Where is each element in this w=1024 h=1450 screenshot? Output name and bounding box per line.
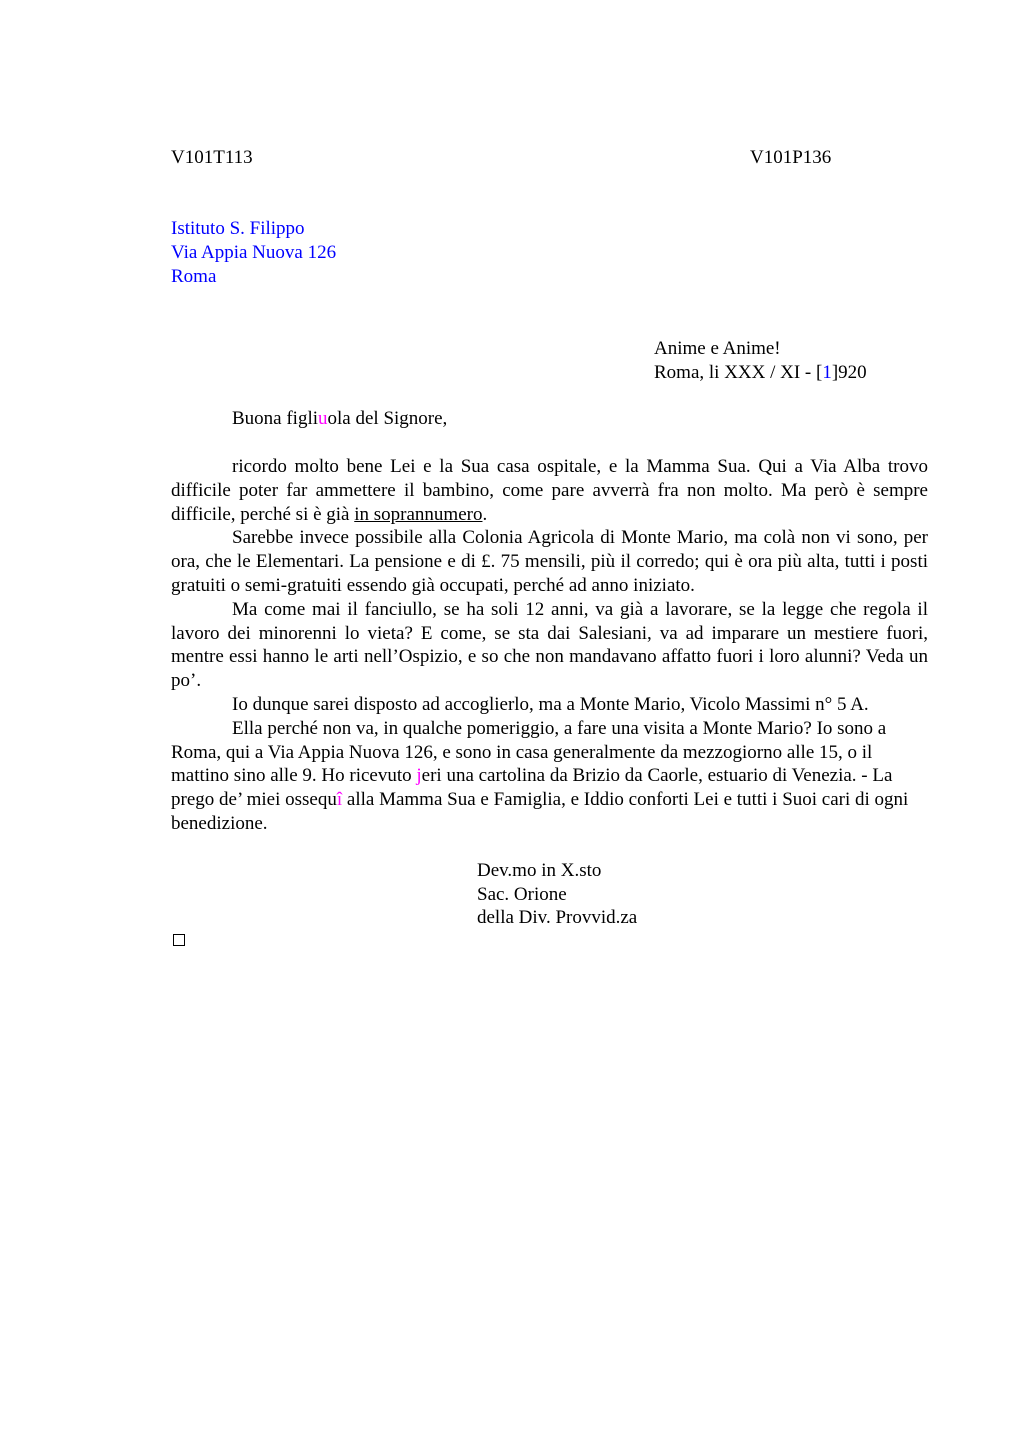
date-block [654, 337, 867, 385]
paragraph-4: Io dunque sarei disposto ad accoglierlo, ma a Monte Mario, Vicolo Massimi n° 5 A. [232, 693, 869, 715]
letterhead-city: Roma [171, 266, 217, 287]
salutation-part: Buona figli [232, 408, 319, 429]
letter-body [171, 455, 928, 836]
motto: Anime e Anime! [654, 338, 781, 359]
editorial-insert-digit: 1 [822, 362, 832, 383]
letterhead-institute: Istituto S. Filippo [171, 218, 305, 239]
paragraph-text: . [482, 503, 488, 525]
paragraph-text: Ella perché non va, in qualche pomeriggio, a fare una visita a Monte Mario? Io sono a Roma, qui a Via Appia Nuova 126, e sono in casa generalmente da mezzogiorno alle 15, o il mattino sino alle 9. Ho ricevuto [171, 717, 887, 787]
letterhead-street: Via Appia Nuova 126 [171, 242, 337, 263]
editorial-correction-letter: j [416, 765, 422, 787]
letterhead [171, 217, 336, 289]
place-date-year: ]920 [831, 362, 867, 383]
document-reference-left: V101T113 [171, 147, 253, 168]
paragraph-5 [171, 717, 928, 836]
signature-title: della Div. Provvid.za [477, 907, 638, 928]
paragraph-text: eri una cartolina da Brizio da Caorle, estuario di Venezia. - La prego de’ miei ossequ [171, 765, 893, 811]
end-marker-box [173, 934, 185, 946]
underlined-phrase: in soprannumero [354, 503, 483, 525]
signature-name: Sac. Orione [477, 883, 567, 905]
place-date-text: Roma, li XXX / XI - [ [654, 362, 823, 383]
signature-closing: Dev.mo in X.sto [477, 860, 602, 881]
paragraph-2: Sarebbe invece possibile alla Colonia Agricola di Monte Mario, ma colà non vi sono, per ora, che le Elementari. La pensione e di £. 75 mensili, più il corredo; qui è ora più alta, tutti i posti gratuiti o semi-gratuiti essendo già occupati, perché ad anno iniziato. [171, 527, 928, 596]
place-date [654, 361, 867, 385]
paragraph-text: alla Mamma Sua e Famiglia, e Iddio conforti Lei e tutti i Suoi cari di ogni benedizione. [171, 789, 909, 834]
signature-block [477, 859, 637, 930]
editorial-correction-letter: u [318, 408, 328, 429]
salutation-part: ola del Signore, [327, 408, 448, 429]
document-reference-right: V101P136 [750, 147, 832, 168]
salutation [232, 407, 447, 431]
editorial-correction-letter: î [336, 789, 343, 811]
paragraph-3: Ma come mai il fanciullo, se ha soli 12 anni, va già a lavorare, se la legge che regola il lavoro dei minorenni lo vieta? E come, se sta dai Salesiani, va ad imparare un mestiere fuori, mentre essi hanno le arti nell’Ospizio, e so che non mandavano affatto fuori i loro alunni? Veda un po’. [171, 598, 928, 692]
paragraph-1 [171, 455, 928, 526]
paragraph-text: ricordo molto bene Lei e la Sua casa ospitale, e la Mamma Sua. Qui a Via Alba trovo difficile poter far ammettere il bambino, come pare avverrà fra non molto. Ma però è sempre difficile, perché si è già [171, 456, 928, 525]
